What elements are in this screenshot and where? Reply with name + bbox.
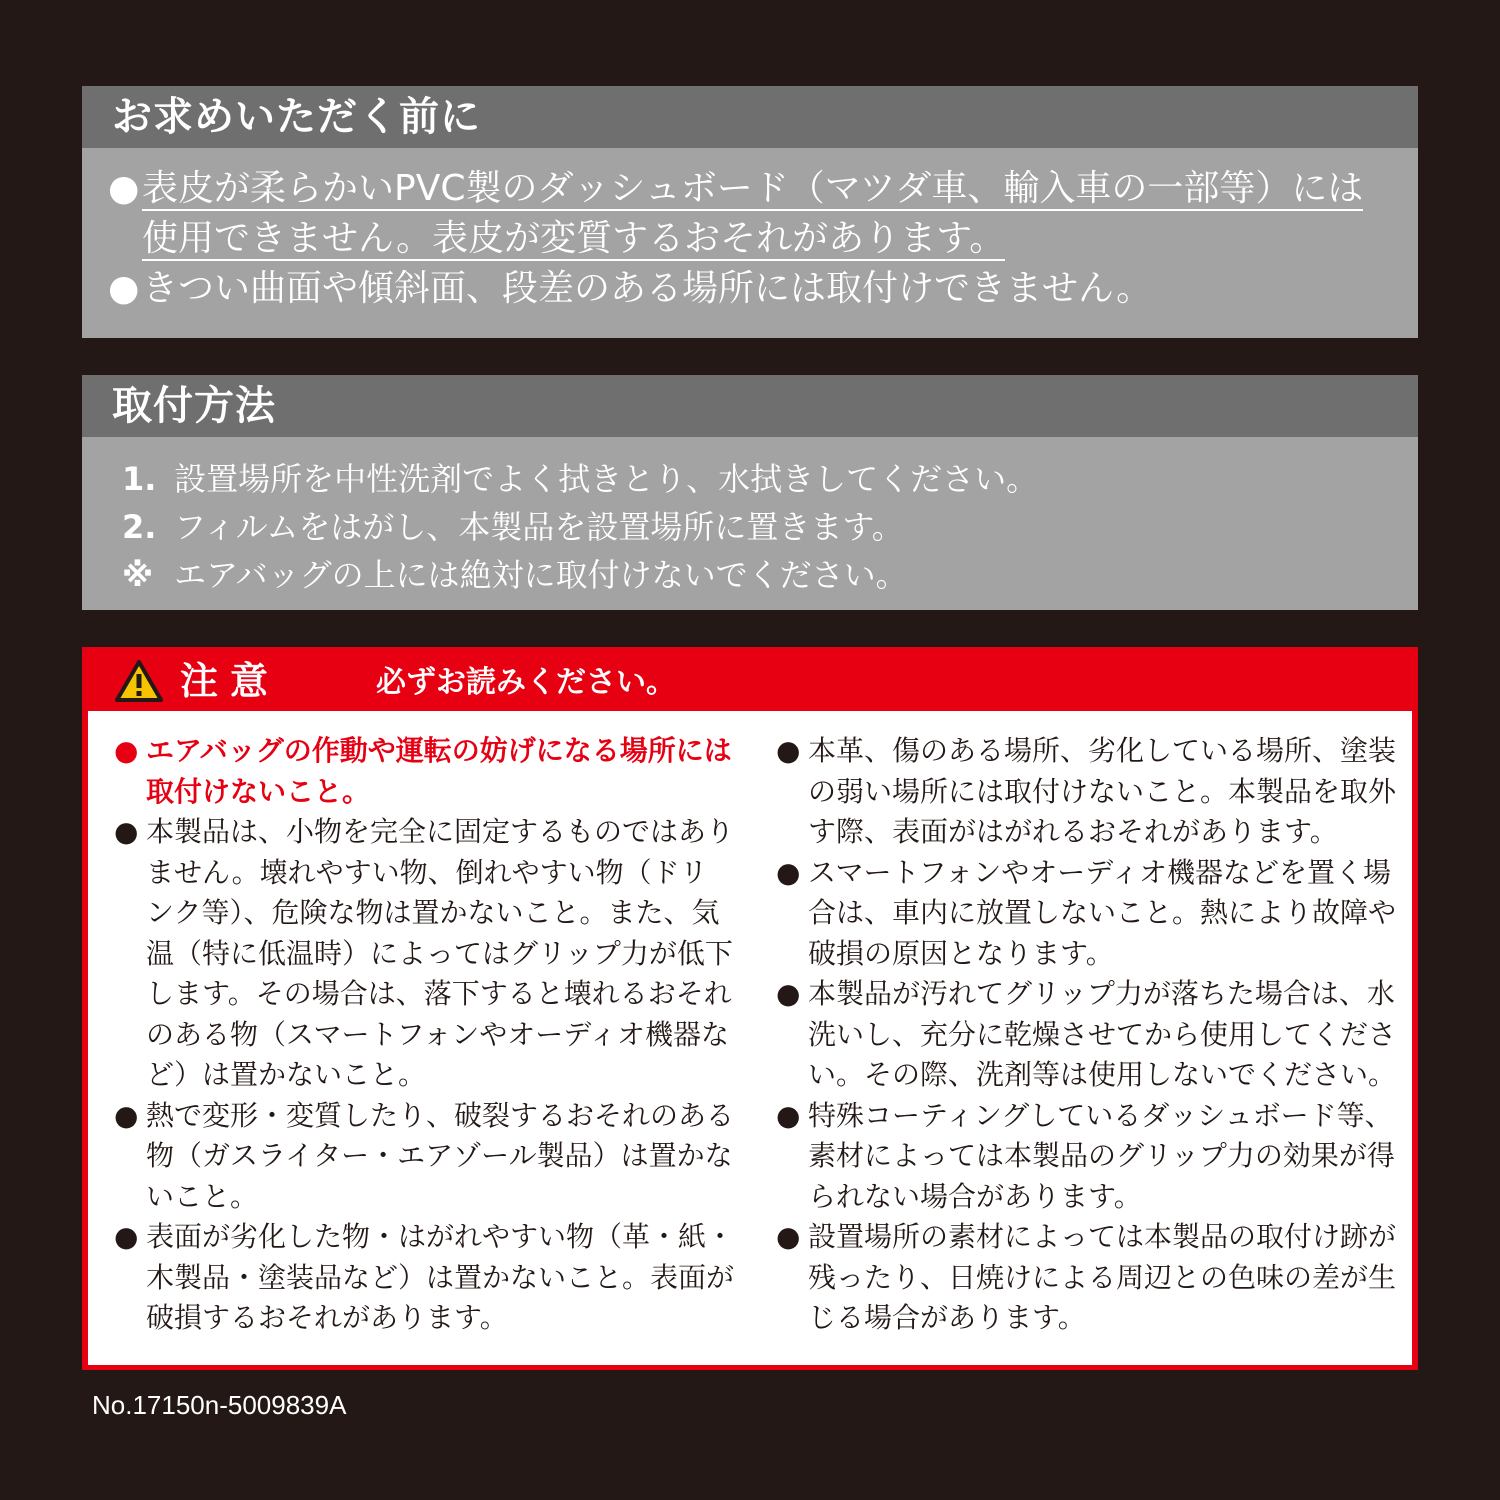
bullet-icon: ● bbox=[108, 168, 140, 209]
caution-item-text: エアバッグの作動や運転の妨げになる場所には取付けないこと。 bbox=[146, 734, 732, 808]
caution-item bbox=[776, 853, 1396, 975]
before-purchase-panel bbox=[82, 86, 1418, 338]
before-item-1 bbox=[108, 164, 1398, 264]
caution-item-text: 本製品は、小物を完全に固定するものではありません。壊れやすい物、倒れやすい物（ドリンク等）、危険な物は置かないこと。また、気温（特に低温時）によってはグリップ力が低下します。その場合は、落下すると壊れるおそれのある物（スマートフォンやオーディオ機器など）は置かないこと。 bbox=[146, 815, 735, 1091]
caution-header bbox=[82, 647, 1418, 715]
before-purchase-title: お求めいただく前に bbox=[82, 86, 1418, 148]
bullet-icon: ● bbox=[776, 855, 801, 889]
caution-item bbox=[776, 731, 1396, 853]
note-mark: ※ bbox=[122, 556, 154, 594]
before-item-2 bbox=[108, 264, 1398, 314]
caution-body bbox=[88, 711, 1412, 1365]
bullet-icon: ● bbox=[776, 1220, 801, 1253]
caution-item-text: スマートフォンやオーディオ機器などを置く場合は、車内に放置しないこと。熱により故障や破損の原因となります。 bbox=[808, 855, 1397, 970]
caution-panel bbox=[82, 647, 1418, 1370]
caution-left-column bbox=[114, 731, 734, 1339]
before-item-2-text: きつい曲面や傾斜面、段差のある場所には取付けできません。 bbox=[142, 268, 1153, 309]
caution-item bbox=[776, 1096, 1396, 1218]
caution-item bbox=[114, 1217, 734, 1339]
caution-right-column bbox=[776, 731, 1396, 1339]
caution-item bbox=[114, 1096, 734, 1218]
caution-subtitle: 必ずお読みください。 bbox=[376, 665, 676, 700]
bullet-icon: ● bbox=[776, 734, 801, 767]
bullet-icon: ● bbox=[776, 977, 801, 1010]
caution-item bbox=[114, 812, 734, 1096]
step-text: 設置場所を中性洗剤でよく拭きとり、水拭きしてください。 bbox=[174, 460, 1039, 498]
bullet-icon: ● bbox=[114, 1098, 139, 1132]
warning-icon bbox=[114, 659, 164, 703]
step-number: 2. bbox=[122, 508, 157, 546]
caution-item bbox=[114, 731, 734, 812]
caution-item bbox=[776, 974, 1396, 1096]
bullet-icon: ● bbox=[776, 1098, 801, 1132]
step-number: 1. bbox=[122, 460, 157, 498]
before-item-1-line1: 表皮が柔らかいPVC製のダッシュボード（マツダ車、輸入車の一部等）には bbox=[142, 168, 1364, 209]
caution-item-text: 表面が劣化した物・はがれやすい物（革・紙・木製品・塗装品など）は置かないこと。表面が破損するおそれがあります。 bbox=[146, 1220, 735, 1334]
step-text: フィルムをはがし、本製品を設置場所に置きます。 bbox=[174, 508, 904, 546]
install-method-panel bbox=[82, 375, 1418, 610]
bullet-icon: ● bbox=[114, 815, 139, 848]
caution-item bbox=[776, 1217, 1396, 1339]
product-code: No.17150n-5009839A bbox=[92, 1390, 347, 1420]
before-item-1-line2: 使用できません。表皮が変質するおそれがあります。 bbox=[142, 218, 1006, 259]
install-step-2 bbox=[122, 504, 904, 550]
caution-item-text: 特殊コーティングしているダッシュボード等、素材によっては本製品のグリップ力の効果が得られない場合があります。 bbox=[808, 1098, 1395, 1213]
caution-item-text: 熱で変形・変質したり、破裂するおそれのある物（ガスライター・エアゾール製品）は置かないこと。 bbox=[146, 1098, 735, 1213]
note-text: エアバッグの上には絶対に取付けないでください。 bbox=[174, 556, 908, 594]
caution-item-text: 本製品が汚れてグリップ力が落ちた場合は、水洗いし、充分に乾燥させてから使用してください。その際、洗剤等は使用しないでください。 bbox=[808, 977, 1397, 1091]
bullet-icon: ● bbox=[108, 268, 140, 309]
install-step-1 bbox=[122, 456, 1038, 502]
bullet-icon: ● bbox=[114, 1220, 139, 1253]
install-method-title: 取付方法 bbox=[82, 375, 1418, 437]
bullet-icon: ● bbox=[114, 734, 139, 767]
caution-item-text: 設置場所の素材によっては本製品の取付け跡が残ったり、日焼けによる周辺との色味の差が生じる場合があります。 bbox=[808, 1220, 1397, 1334]
caution-item-text: 本革、傷のある場所、劣化している場所、塗装の弱い場所には取付けないこと。本製品を取外す際、表面がはがれるおそれがあります。 bbox=[808, 734, 1397, 848]
caution-title: 注意 bbox=[180, 659, 281, 703]
install-note bbox=[122, 552, 908, 598]
